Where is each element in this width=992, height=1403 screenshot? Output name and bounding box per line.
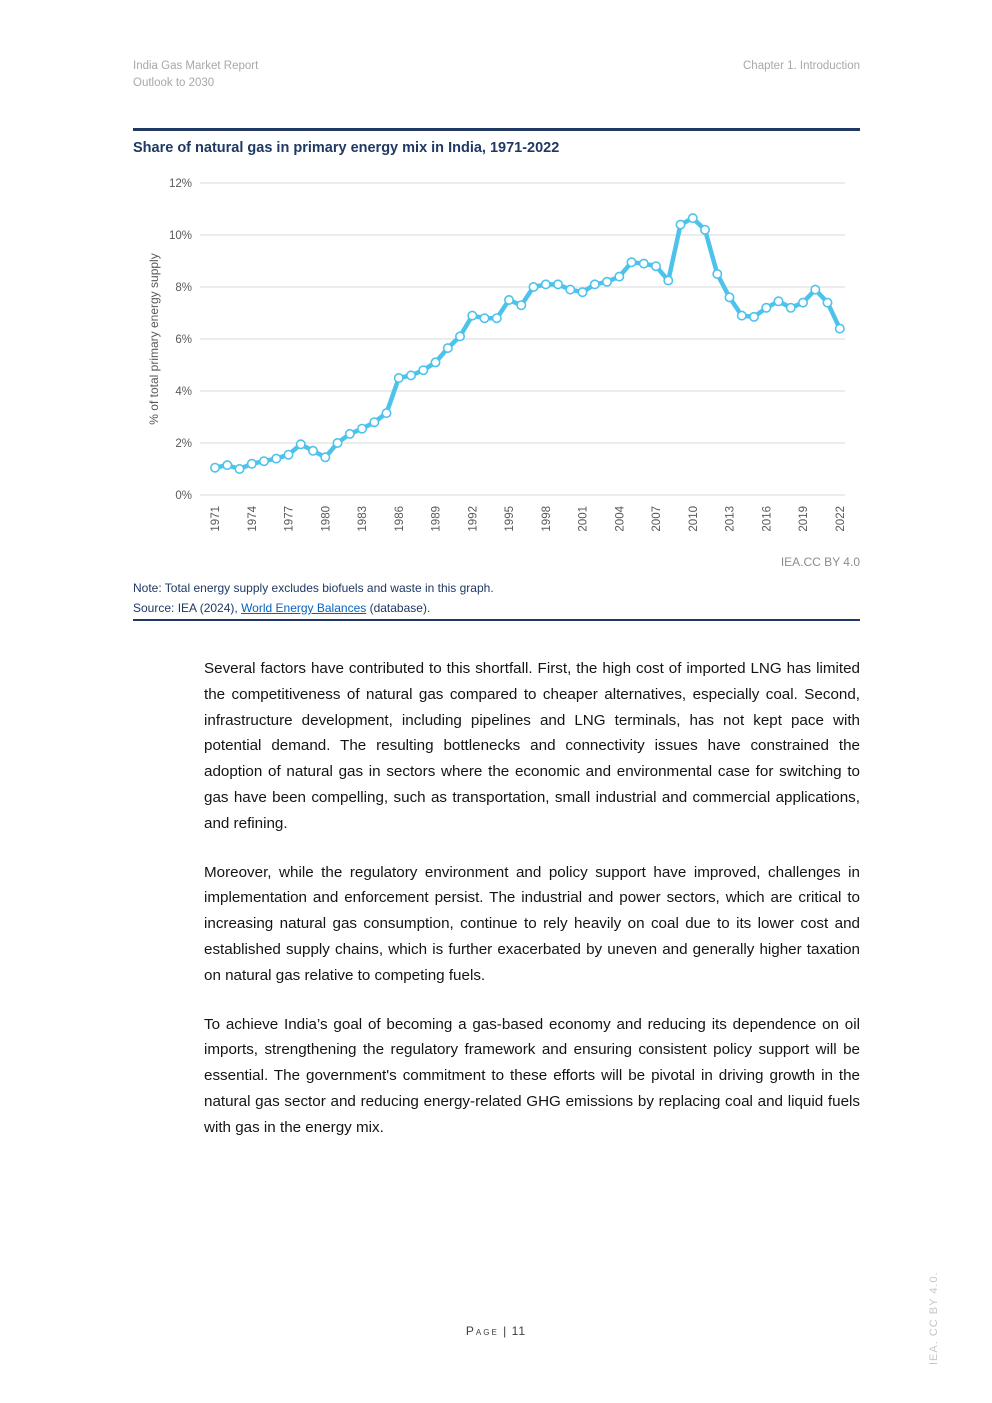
data-point-marker — [823, 298, 831, 306]
y-axis-title: % of total primary energy supply — [147, 253, 161, 425]
x-tick-label: 2007 — [651, 506, 663, 532]
x-tick-label: 1992 — [467, 506, 480, 532]
data-point-marker — [799, 298, 807, 306]
page-header — [133, 58, 860, 92]
data-point-marker — [676, 220, 684, 228]
x-tick-label: 1983 — [357, 506, 369, 532]
chart-note: Note: Total energy supply excludes biofuels and waste in this graph. — [133, 581, 494, 595]
data-point-marker — [223, 461, 231, 469]
data-point-marker — [456, 332, 464, 340]
x-tick-label: 1974 — [246, 506, 259, 532]
header-left — [133, 58, 258, 92]
data-point-marker — [395, 374, 403, 382]
data-point-marker — [493, 314, 501, 322]
data-point-marker — [419, 366, 427, 374]
x-tick-label: 2016 — [761, 506, 774, 532]
x-tick-label: 2022 — [834, 506, 847, 532]
line-chart — [140, 168, 870, 548]
data-point-marker — [542, 280, 550, 288]
x-tick-label: 1971 — [210, 506, 222, 532]
data-point-marker — [346, 430, 354, 438]
y-tick-label: 8% — [175, 282, 192, 294]
data-point-marker — [615, 272, 623, 280]
data-point-marker — [689, 214, 697, 222]
y-tick-label: 4% — [175, 386, 192, 398]
data-point-marker — [284, 451, 292, 459]
x-tick-label: 2010 — [687, 506, 700, 532]
source-link[interactable]: World Energy Balances — [241, 601, 367, 615]
data-point-marker — [750, 313, 758, 321]
data-point-marker — [370, 418, 378, 426]
header-chapter: Chapter 1. Introduction — [743, 60, 860, 72]
data-point-marker — [787, 304, 795, 312]
footer-separator: | — [498, 1324, 512, 1338]
figure-bottom-rule — [133, 619, 860, 621]
data-point-marker — [640, 259, 648, 267]
data-point-marker — [297, 440, 305, 448]
data-point-marker — [407, 371, 415, 379]
data-point-marker — [554, 280, 562, 288]
chart-canvas — [140, 168, 870, 548]
data-point-marker — [811, 285, 819, 293]
data-point-marker — [517, 301, 525, 309]
data-point-marker — [664, 276, 672, 284]
x-tick-label: 2013 — [724, 506, 737, 532]
data-point-marker — [603, 278, 611, 286]
data-line — [215, 218, 840, 469]
data-point-marker — [566, 285, 574, 293]
report-subtitle: Outlook to 2030 — [133, 77, 215, 89]
y-tick-label: 10% — [168, 230, 192, 242]
data-point-marker — [836, 324, 844, 332]
chart-source — [133, 598, 430, 618]
data-point-marker — [652, 262, 660, 270]
x-tick-label: 1998 — [540, 506, 553, 532]
data-point-marker — [431, 358, 439, 366]
source-suffix: (database). — [366, 601, 431, 615]
footer-page-label: Page — [465, 1324, 499, 1338]
data-point-marker — [333, 439, 341, 447]
data-point-marker — [701, 226, 709, 234]
data-point-marker — [480, 314, 488, 322]
data-point-marker — [627, 258, 635, 266]
data-point-marker — [248, 460, 256, 468]
data-point-marker — [505, 296, 513, 304]
paragraph-1: Several factors have contributed to this shortfall. First, the high cost of imported LNG has limited the competitiveness of natural gas compared to cheaper alternatives, especially coal. Second, infrastructure development, including pipelines and LNG terminals, has not kept pace with potential demand. The resulting bottlenecks and connectivity issues have constrained the adoption of natural gas in sectors where the economic and environmental case for switching to gas have been compelling, such as transportation, small industrial and commercial applications, and refining. — [204, 660, 860, 832]
x-tick-label: 2001 — [577, 506, 590, 532]
data-point-marker — [468, 311, 476, 319]
paragraph-2: Moreover, while the regulatory environment and policy support have improved, challenges in implementation and enforcement persist. The industrial and power sectors, which are critical to increasing natural gas consumption, continue to rely heavily on coal due to its lower cost and established supply chains, which is further exacerbated by uneven and generally higher taxation on natural gas relative to competing fuels. — [204, 863, 860, 984]
x-tick-label: 2019 — [798, 506, 810, 532]
page-footer — [0, 1324, 992, 1338]
data-point-marker — [444, 344, 452, 352]
license-vertical-note: IEA. CC BY 4.0. — [928, 1271, 940, 1365]
x-tick-label: 1977 — [283, 506, 296, 532]
data-point-marker — [738, 311, 746, 319]
footer-page-number: 11 — [511, 1324, 527, 1338]
x-tick-label: 1989 — [430, 506, 443, 532]
y-tick-label: 12% — [168, 178, 192, 190]
source-prefix: Source: IEA (2024), — [133, 601, 242, 615]
data-point-marker — [762, 304, 770, 312]
figure-top-rule — [133, 128, 860, 131]
x-tick-label: 1980 — [320, 506, 333, 532]
y-tick-label: 6% — [175, 334, 192, 346]
data-point-marker — [774, 297, 782, 305]
data-point-marker — [529, 283, 537, 291]
data-point-marker — [309, 447, 317, 455]
data-point-marker — [272, 454, 280, 462]
data-point-marker — [591, 280, 599, 288]
body-text — [204, 656, 860, 1164]
y-tick-label: 0% — [175, 490, 192, 502]
data-point-marker — [725, 293, 733, 301]
y-tick-label: 2% — [175, 438, 192, 450]
report-title: India Gas Market Report — [133, 60, 259, 72]
chart-title: Share of natural gas in primary energy mix in India, 1971-2022 — [133, 140, 560, 156]
data-point-marker — [321, 453, 329, 461]
x-tick-label: 1986 — [393, 506, 406, 532]
data-point-marker — [358, 425, 366, 433]
data-point-marker — [235, 465, 243, 473]
data-point-marker — [382, 409, 390, 417]
data-point-marker — [713, 270, 721, 278]
x-tick-label: 1995 — [504, 506, 516, 532]
data-point-marker — [578, 288, 586, 296]
data-point-marker — [260, 457, 268, 465]
data-point-marker — [211, 464, 219, 472]
figure-block — [133, 128, 860, 156]
x-tick-label: 2004 — [614, 506, 627, 532]
chart-attribution: IEA.CC BY 4.0 — [780, 555, 860, 569]
paragraph-3: To achieve India’s goal of becoming a gas-based economy and reducing its dependence on oil imports, strengthening the regulatory framework and ensuring consistent policy support will be essential. The government's commitment to these efforts will be pivotal in driving growth in the natural gas sector and reducing energy-related GHG emissions by replacing coal and liquid fuels with gas in the energy mix. — [204, 1015, 860, 1136]
